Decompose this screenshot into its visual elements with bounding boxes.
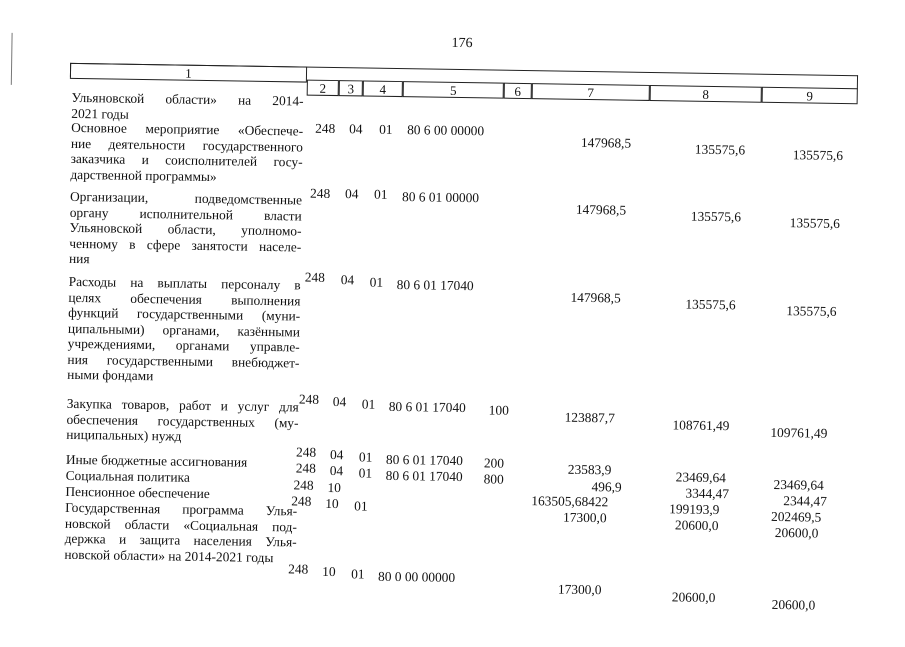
row-8-col7: 17300,0 [562, 509, 607, 526]
row-6-col9: 2344,47 [783, 493, 828, 509]
row-9-col7: 17300,0 [557, 581, 602, 598]
row-9-col5: 80 0 00 00000 [378, 568, 456, 585]
header-col-3: 3 [339, 80, 363, 96]
row-5-col7: 23583,9 [567, 461, 612, 478]
row-4-col3: 04 [332, 394, 347, 410]
row-3-name: Расходы на выплаты персоналу в целях обеспечения выполнения функций государственными (муни- ципальными) органами, казёнными учреждениями, органами управле- ния государственными внебюджет- ными фондами [67, 273, 301, 384]
row-7-col3: 10 [327, 479, 342, 496]
row-7-col2: 248 [293, 477, 314, 493]
row-1-col7: 147968,5 [580, 134, 632, 151]
row-8-col8: 20600,0 [674, 517, 719, 534]
row-2-name: Организации, подведомственные органу исполнительной власти Ульяновской области, уполномо- ченному в сфере занятости населе- ния [68, 188, 303, 267]
row-4-col7: 123887,7 [564, 409, 615, 426]
row-0-name: Ульяновской области» на 2014- 2021 годы [71, 89, 304, 122]
header-col-7: 7 [532, 83, 650, 101]
row-4-name: Закупка товаров, работ и услуг для обеспечения государственных (му- ниципальных) нужд [66, 395, 299, 444]
header-col-8: 8 [650, 85, 762, 103]
row-9-col8: 20600,0 [671, 589, 716, 606]
row-6-col6: 800 [483, 471, 504, 487]
row-3-col5: 80 6 01 17040 [396, 277, 474, 294]
row-6-col4: 01 [358, 465, 373, 481]
row-6-name: Социальная политика [65, 467, 191, 485]
row-2-col3: 04 [345, 186, 359, 202]
row-1-col4: 01 [379, 121, 393, 137]
row-5-col5: 80 6 01 17040 [385, 451, 464, 469]
row-1-col5: 80 6 00 00000 [407, 122, 485, 139]
row-5-col3: 04 [329, 446, 344, 463]
row-8-name: Государственная программа Улья- новской области «Социальная под- держка и защита населения Улья- новской области» на 2014-2021 годы [64, 499, 298, 565]
row-6-col3: 04 [329, 462, 344, 479]
row-9-col3: 10 [322, 563, 336, 580]
row-7-col8: 199193,9 [669, 501, 720, 518]
row-8-col9: 20600,0 [774, 524, 819, 541]
row-4-col9: 109761,49 [770, 424, 828, 441]
row-5-col6: 200 [483, 455, 505, 471]
row-4-col8: 108761,49 [672, 417, 730, 434]
row-1-col9: 135575,6 [792, 147, 844, 163]
row-9-col2: 248 [288, 561, 309, 577]
row-2-col5: 80 6 01 00000 [401, 189, 480, 206]
row-1-col2: 248 [315, 120, 336, 137]
row-3-col2: 248 [304, 269, 326, 285]
row-1-col8: 135575,6 [694, 141, 746, 158]
row-2-col8: 135575,6 [690, 208, 742, 225]
row-7-name: Пенсионное обеспечение [65, 483, 210, 502]
row-4-col6: 100 [488, 402, 509, 418]
page-number: 176 [451, 35, 473, 52]
row-3-col7: 147968,5 [570, 289, 621, 306]
header-col-6: 6 [504, 83, 532, 99]
row-6-col7: 496,9 [591, 479, 622, 495]
row-7-col7: 163505,68422 [531, 493, 609, 510]
row-1-name: Основное мероприятие «Обеспече- ние деятельности государственного заказчика и соисполнителей госу- дарственной программы» [70, 119, 304, 184]
header-col-4: 4 [363, 80, 403, 97]
row-2-col4: 01 [374, 186, 388, 202]
row-3-col4: 01 [369, 274, 384, 290]
row-5-col8: 23469,64 [675, 469, 727, 486]
row-2-col9: 135575,6 [789, 215, 841, 231]
row-5-col4: 01 [358, 449, 373, 465]
scan-edge-mark [11, 33, 13, 85]
row-6-col2: 248 [295, 460, 317, 476]
row-4-col4: 01 [361, 396, 376, 412]
row-1-col3: 04 [349, 121, 363, 137]
row-3-col9: 135575,6 [786, 303, 837, 319]
row-5-col9: 23469,64 [773, 476, 824, 493]
row-6-col8: 3344,47 [685, 485, 730, 502]
header-col-9: 9 [762, 87, 858, 105]
row-4-col2: 248 [298, 391, 320, 407]
row-3-col3: 04 [340, 272, 355, 288]
row-8-col2: 248 [291, 493, 312, 509]
row-2-col2: 248 [310, 185, 331, 201]
row-7-col9: 202469,5 [770, 508, 822, 525]
row-9-col9: 20600,0 [771, 596, 816, 613]
row-4-col5: 80 6 01 17040 [388, 398, 466, 416]
row-8-col3: 10 [325, 495, 339, 512]
row-3-col8: 135575,6 [685, 296, 736, 313]
row-2-col7: 147968,5 [575, 201, 627, 218]
row-9-col4: 01 [351, 566, 365, 582]
header-col-5: 5 [403, 81, 504, 99]
row-8-col4: 01 [354, 498, 368, 514]
row-6-col5: 80 6 01 17040 [385, 467, 463, 485]
header-col-1: 1 [70, 63, 307, 83]
row-5-col2: 248 [295, 444, 317, 460]
row-5-name: Иные бюджетные ассигнования [65, 451, 248, 470]
header-col-2: 2 [307, 80, 339, 97]
